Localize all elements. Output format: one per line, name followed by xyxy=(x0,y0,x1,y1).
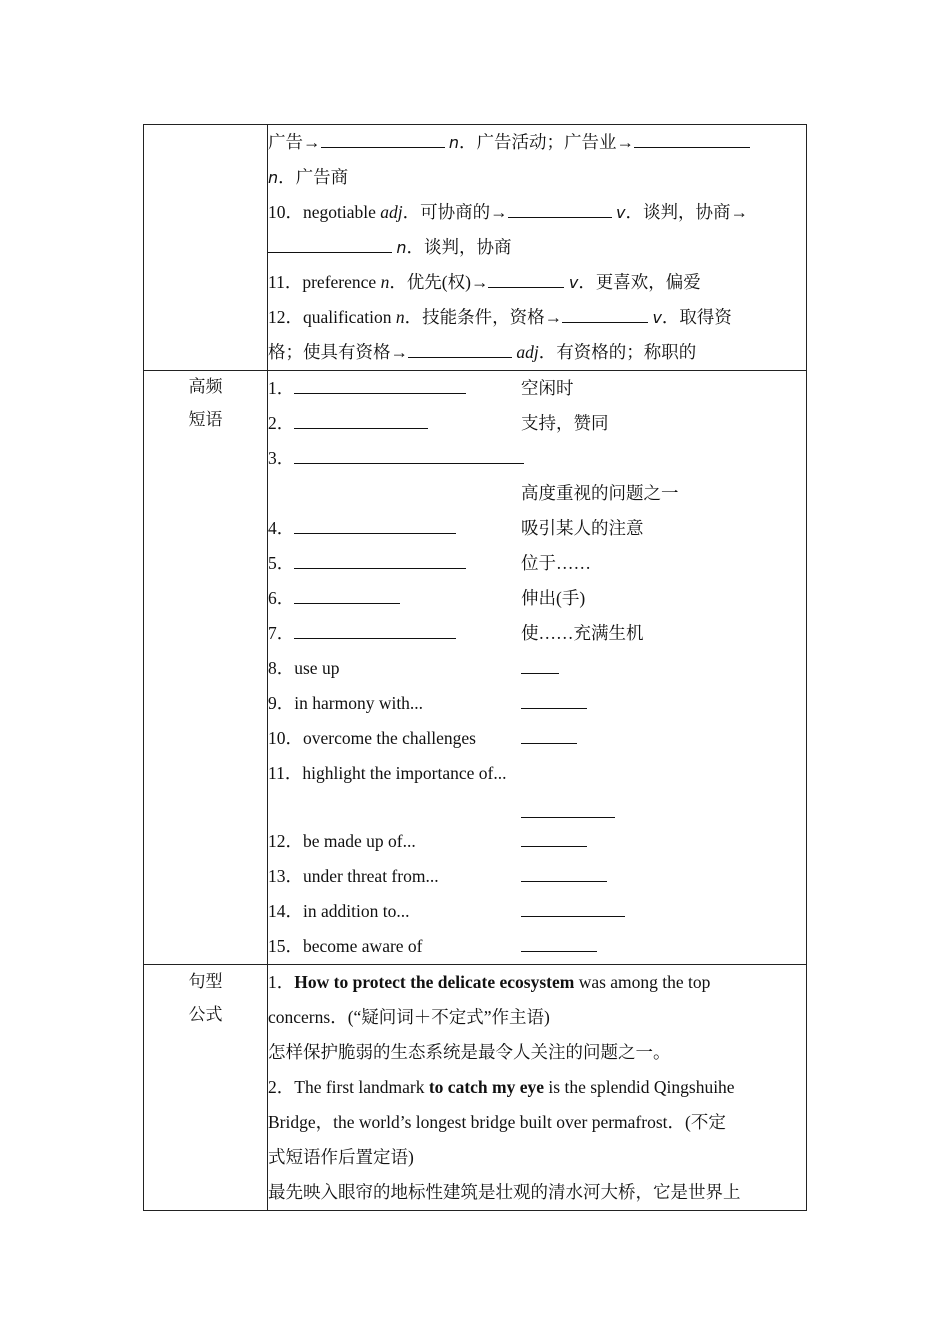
pos-label: v xyxy=(652,308,662,327)
sentence-line: concerns．(“疑问词＋不定式”作主语) xyxy=(268,1007,550,1027)
phrase-item xyxy=(268,476,794,511)
fill-blank[interactable] xyxy=(508,199,612,218)
pos-label: n xyxy=(268,168,279,187)
phrase-english: overcome the challenges xyxy=(303,728,476,748)
vocab-content-cell xyxy=(268,125,807,371)
vocab-line xyxy=(268,335,794,370)
fill-blank[interactable] xyxy=(488,269,564,288)
fill-blank[interactable] xyxy=(521,655,559,674)
pos-label: adj xyxy=(380,202,403,222)
phrase-left xyxy=(268,371,466,406)
text: is the splendid Qingshuihe xyxy=(544,1077,735,1097)
worksheet-table xyxy=(143,124,807,1211)
phrase-left xyxy=(268,546,466,581)
phrase-left xyxy=(268,441,524,476)
phrase-left xyxy=(268,686,423,721)
fill-blank[interactable] xyxy=(634,129,750,148)
phrase-item xyxy=(268,894,794,929)
phrase-left xyxy=(268,651,339,686)
text: ．可协商的→ xyxy=(402,202,508,222)
phrase-left xyxy=(268,859,439,894)
fill-blank[interactable] xyxy=(521,933,597,952)
sentence-line: Bridge，the world’s longest bridge built over permafrost．(不定 xyxy=(268,1112,726,1132)
fill-blank[interactable] xyxy=(294,410,428,429)
phrase-left xyxy=(268,721,476,756)
text: ．广告商 xyxy=(278,167,349,187)
phrase-right xyxy=(521,616,644,651)
text: ．更喜欢，偏爱 xyxy=(578,272,701,292)
vocab-row xyxy=(144,125,807,371)
item-number: 1． xyxy=(268,378,295,398)
phrase-item xyxy=(268,371,794,406)
text: ．谈判，协商→ xyxy=(625,202,748,222)
pos-label: adj xyxy=(516,342,539,362)
phrase-item xyxy=(268,546,794,581)
phrase-list xyxy=(136,371,794,964)
fill-blank[interactable] xyxy=(294,550,466,569)
phrase-item xyxy=(268,859,794,894)
phrase-right xyxy=(521,651,559,686)
fill-blank[interactable] xyxy=(562,304,648,323)
item-number: 11． xyxy=(268,763,303,783)
item-number: 11． xyxy=(268,272,303,292)
item-number: 5． xyxy=(268,553,295,573)
fill-blank[interactable] xyxy=(268,234,392,253)
phrase-right xyxy=(521,476,679,511)
phrase-item xyxy=(268,651,794,686)
phrase-left xyxy=(268,616,456,651)
phrase-chinese: 使……充满生机 xyxy=(521,623,644,643)
item-number: 10． xyxy=(268,202,303,222)
phrase-left xyxy=(268,511,456,546)
vocab-line xyxy=(268,125,794,160)
phrase-chinese: 高度重视的问题之一 xyxy=(521,483,679,503)
fill-blank[interactable] xyxy=(521,799,615,818)
section-label: 句型 xyxy=(188,972,223,992)
fill-blank[interactable] xyxy=(521,863,607,882)
phrase-chinese: 空闲时 xyxy=(521,378,574,398)
fill-blank[interactable] xyxy=(294,445,524,464)
phrase-english: in addition to... xyxy=(303,901,410,921)
phrase-right xyxy=(521,371,574,406)
sentence-1-line xyxy=(268,965,794,1000)
sentence-content-cell xyxy=(268,965,807,1211)
vocab-word: negotiable xyxy=(303,202,381,222)
phrase-english: use up xyxy=(294,658,340,678)
phrase-right xyxy=(521,406,609,441)
item-number: 8． xyxy=(268,658,295,678)
pos-label: v xyxy=(568,273,579,292)
phrase-item xyxy=(268,406,794,441)
phrase-english: become aware of xyxy=(303,936,423,956)
vocab-word: preference xyxy=(302,272,381,292)
pos-label: n xyxy=(395,307,405,327)
phrase-chinese: 支持，赞同 xyxy=(521,413,609,433)
item-number: 1． xyxy=(268,972,295,992)
text: The first landmark xyxy=(294,1077,429,1097)
phrase-left xyxy=(268,581,400,616)
vocab-item-11 xyxy=(268,265,794,300)
item-number: 2． xyxy=(268,1077,295,1097)
phrase-chinese: 吸引某人的注意 xyxy=(521,518,644,538)
phrase-item xyxy=(268,511,794,546)
phrase-right xyxy=(521,721,577,756)
text: ．取得资 xyxy=(661,307,732,327)
text: 格；使具有资格→ xyxy=(268,342,408,362)
item-number: 7． xyxy=(268,623,295,643)
vocab-line xyxy=(268,230,794,265)
text: ．广告活动；广告业→ xyxy=(459,132,635,152)
phrase-left xyxy=(268,756,506,791)
item-number: 2． xyxy=(268,413,295,433)
fill-blank[interactable] xyxy=(521,690,587,709)
phrase-item xyxy=(268,756,794,791)
fill-blank[interactable] xyxy=(521,898,625,917)
text: ．技能条件，资格→ xyxy=(404,307,563,327)
item-number: 15． xyxy=(268,936,303,956)
fill-blank[interactable] xyxy=(294,585,400,604)
section-label: 短语 xyxy=(188,410,223,430)
sentence-2-line xyxy=(268,1070,794,1105)
text: ．谈判，协商 xyxy=(406,237,512,257)
fill-blank[interactable] xyxy=(521,725,577,744)
fill-blank[interactable] xyxy=(321,129,445,148)
phrase-right xyxy=(521,581,585,616)
phrase-english: in harmony with... xyxy=(294,693,424,713)
phrase-item xyxy=(268,824,794,859)
fill-blank[interactable] xyxy=(294,515,456,534)
phrase-left xyxy=(268,406,428,441)
text: ．优先(权)→ xyxy=(389,272,489,292)
phrase-item xyxy=(268,581,794,616)
phrase-item xyxy=(268,929,794,964)
sentence-row xyxy=(144,965,807,1211)
phrase-right xyxy=(521,511,644,546)
phrase-chinese: 伸出(手) xyxy=(521,588,586,608)
phrases-row xyxy=(144,371,807,965)
item-number: 4． xyxy=(268,518,295,538)
section-label: 公式 xyxy=(188,1005,223,1025)
vocab-item-10 xyxy=(268,195,794,230)
item-number: 9． xyxy=(268,693,295,713)
text: ．有资格的；称职的 xyxy=(538,342,697,362)
item-number: 6． xyxy=(268,588,295,608)
pos-label: n xyxy=(396,238,407,257)
phrase-right xyxy=(521,686,587,721)
phrase-item xyxy=(268,721,794,756)
item-number: 13． xyxy=(268,866,303,886)
fill-blank[interactable] xyxy=(521,828,587,847)
fill-blank[interactable] xyxy=(408,339,512,358)
item-number: 10． xyxy=(268,728,303,748)
item-number: 12． xyxy=(268,307,303,327)
text: 广告→ xyxy=(268,132,321,152)
item-number: 3． xyxy=(268,448,295,468)
phrase-right xyxy=(521,824,587,859)
sentence-line: 式短语作后置定语) xyxy=(268,1147,414,1167)
phrase-left xyxy=(268,894,409,929)
phrase-english: highlight the importance of... xyxy=(302,763,507,783)
vocab-item-12 xyxy=(268,300,794,335)
phrase-blank-line xyxy=(268,791,794,824)
phrase-right xyxy=(521,894,625,929)
phrases-content-cell xyxy=(268,371,807,965)
pos-label: n xyxy=(380,272,390,292)
bold-phrase: How to protect the delicate ecosystem xyxy=(294,972,575,992)
phrase-right xyxy=(521,859,607,894)
section-label: 高频 xyxy=(188,377,223,397)
phrase-item xyxy=(268,441,794,476)
text: was among the top xyxy=(574,972,711,992)
phrase-chinese: 位于…… xyxy=(521,553,591,573)
phrase-right xyxy=(521,929,597,964)
phrase-item xyxy=(268,686,794,721)
fill-blank[interactable] xyxy=(294,375,466,394)
pos-label: v xyxy=(616,203,626,222)
bold-phrase: to catch my eye xyxy=(428,1077,545,1097)
item-number: 12． xyxy=(268,831,303,851)
fill-blank[interactable] xyxy=(294,620,456,639)
sentence-translation: 最先映入眼帘的地标性建筑是壮观的清水河大桥，它是世界上 xyxy=(268,1182,741,1202)
phrase-right xyxy=(521,546,591,581)
pos-label: n xyxy=(448,133,460,152)
phrase-left xyxy=(268,824,416,859)
phrase-item xyxy=(268,616,794,651)
phrase-english: under threat from... xyxy=(303,866,439,886)
vocab-line xyxy=(268,160,794,195)
vocab-word: qualification xyxy=(303,307,396,327)
phrase-left xyxy=(268,929,423,964)
phrase-english: be made up of... xyxy=(303,831,416,851)
sentence-translation: 怎样保护脆弱的生态系统是最令人关注的问题之一。 xyxy=(268,1042,671,1062)
item-number: 14． xyxy=(268,901,303,921)
